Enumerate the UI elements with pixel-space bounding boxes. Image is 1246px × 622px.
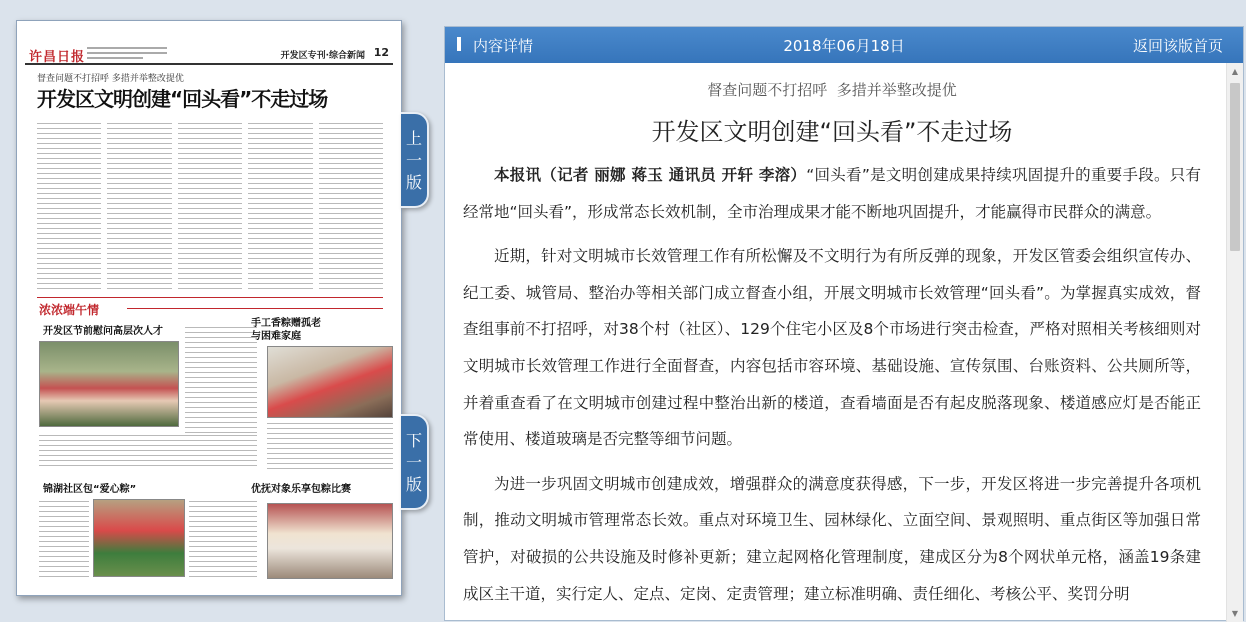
text-column [107,121,171,291]
story-text-3b [189,499,257,577]
feature-section-label: 浓浓端午情 [39,303,100,317]
story-title-1[interactable]: 开发区节前慰问高层次人才 [43,326,163,337]
text-column [319,121,383,291]
article-subtitle: 督查问题不打招呼 多措并举整改提优 [707,81,957,99]
story-title-4[interactable]: 优抚对象乐享包粽比赛 [251,484,351,495]
newspaper-masthead [25,43,393,65]
article-paragraph-1 [463,157,1201,230]
story-text-1 [185,325,257,433]
text-column [37,121,101,291]
article-paragraph-3: 为进一步巩固文明城市创建成效，增强群众的满意度获得感，下一步，开发区将进一步完善提升各项机制，推动文明城市管理常态长效。重点对环境卫生、园林绿化、立面空间、景观照明、重点街区等加强日常管护，对破损的公共设施及时修补更新；建立起网格化管理制度，建成区分为8个网状单元格，涵盖19条建成区主干道，实行定人、定点、定岗、定责管理；建立标准明确、责任细化、考核公平、奖罚分明 [463,474,1201,603]
paragraph-1-text: “回头看”是文明创建成果持续巩固提升的重要手段。只有经常地“回头看”，形成常态长效机制，全市治理成果才能不断地巩固提升，才能赢得市民群众的满意。 [463,166,1201,221]
article-scrollbar[interactable] [1226,63,1243,622]
story-photo-1[interactable] [39,341,179,427]
next-tab-char: 版 [405,475,422,494]
newspaper-article-body[interactable] [37,121,383,291]
feature-section-heading [37,297,383,317]
content-detail-label: 内容详情 [473,37,534,55]
story-text-1b [39,433,257,469]
next-tab-char: 一 [405,453,422,472]
triangle-down-icon[interactable]: ▼ [1231,609,1239,618]
prev-tab-char: 一 [405,151,422,170]
previous-page-button[interactable] [401,112,429,208]
newspaper-section-name: 开发区专刊·综合新闻 [280,51,365,61]
story-photo-2[interactable] [267,346,393,418]
story-photo-4[interactable] [267,503,393,579]
story-title-3[interactable]: 锦湖社区包“爱心粽” [43,484,137,495]
newspaper-logo: 许昌日报 [29,50,86,65]
prev-tab-char: 版 [405,173,422,192]
scrollbar-thumb[interactable] [1230,83,1240,251]
panel-toolbar [445,27,1243,63]
triangle-up-icon[interactable]: ▲ [1231,67,1239,76]
story-title-2[interactable]: 手工香粽赠孤老 与困难家庭 [251,318,321,342]
article-byline: 本报讯（记者 丽娜 蒋玉 通讯员 开轩 李溶） [494,166,807,184]
masthead-meta-lines [87,47,167,61]
article-content [463,63,1201,622]
newspaper-page-number: 12 [373,46,389,59]
back-to-page-link[interactable]: 返回该版首页 [1132,37,1223,55]
text-column [248,121,312,291]
newspaper-page-image[interactable] [16,20,402,596]
issue-date: 2018年06月18日 [783,37,905,55]
newspaper-article-title[interactable]: 开发区文明创建“回头看”不走过场 [37,87,328,111]
toolbar-marker [457,37,461,51]
prev-tab-char: 上 [405,129,422,148]
next-tab-char: 下 [405,431,422,450]
newspaper-article-subtitle: 督查问题不打招呼 多措并举整改提优 [37,74,184,84]
story-photo-3[interactable] [93,499,185,577]
article-title: 开发区文明创建“回头看”不走过场 [651,118,1013,146]
story-text-2 [267,421,393,473]
next-page-button[interactable] [401,414,429,510]
article-paragraph-2: 近期，针对文明城市长效管理工作有所松懈及不文明行为有所反弹的现象，开发区管委会组织宣传办、纪工委、城管局、整治办等相关部门成立督查小组，开展文明城市长效管理“回头看”。为掌握真实成效，督查组事前不打招呼，对38个村（社区）、129个住宅小区及8个市场进行突击检查，严格对照相关考核细则对文明城市长效管理工作进行全面督查，内容包括市容环境、基础设施、宣传氛围、台账资料、公共厕所等，并着重查看了在文明城市创建过程中整治出新的楼道，查看墙面是否有起皮脱落现象、楼道感应灯是否能正常使用、楼道玻璃是否完整等细节问题。 [463,247,1201,449]
text-column [178,121,242,291]
article-detail-panel [444,26,1244,621]
story-text-3 [39,499,89,577]
